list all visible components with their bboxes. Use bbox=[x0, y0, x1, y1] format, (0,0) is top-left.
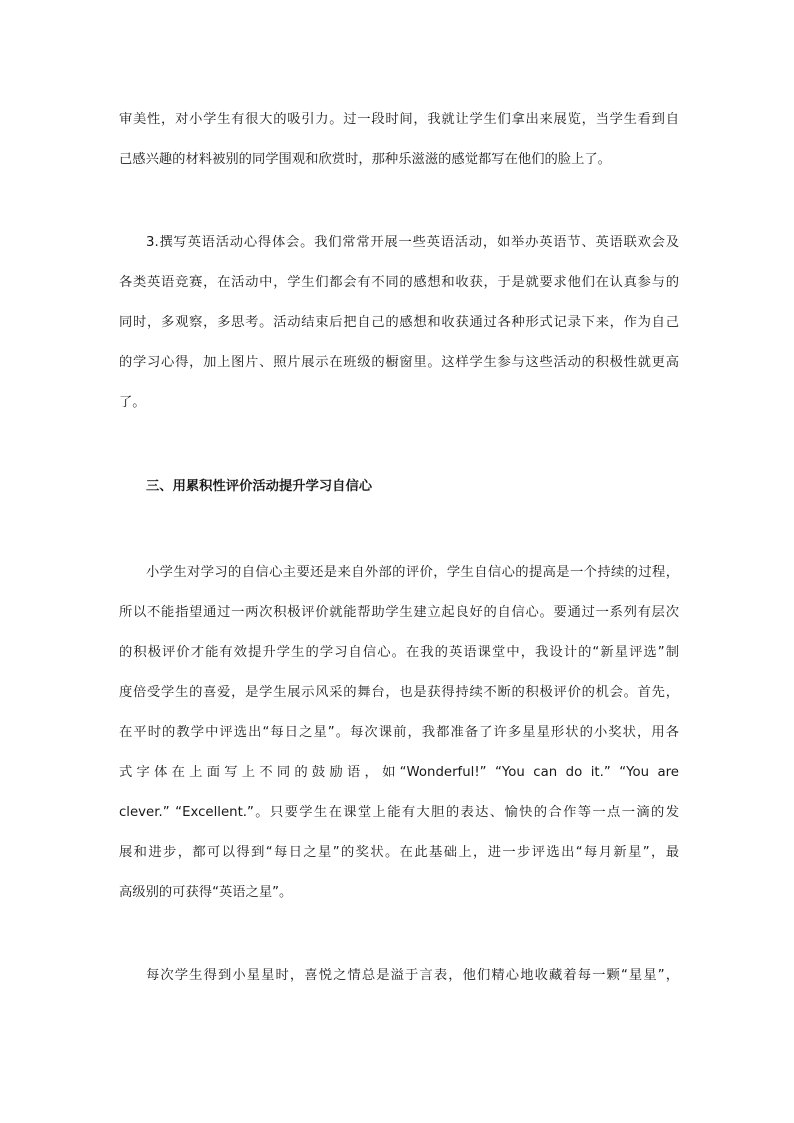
paragraph-line: 审美性，对小学生有很大的吸引力。过一段时间，我就让学生们拿出来展览，当学生看到自 bbox=[119, 112, 679, 127]
paragraph-line: 3.撰写英语活动心得体会。我们常常开展一些英语活动，如举办英语节、英语联欢会及 bbox=[146, 235, 679, 250]
paragraph-line: 己感兴趣的材料被别的同学围观和欣赏时，那种乐滋滋的感觉都写在他们的脸上了。 bbox=[119, 152, 611, 167]
paragraph-line: 小学生对学习的自信心主要还是来自外部的评价，学生自信心的提高是一个持续的过程， bbox=[146, 565, 679, 580]
paragraph-line: 展和进步，都可以得到“每日之星”的奖状。在此基础上，进一步评选出“每月新星”，最 bbox=[119, 845, 679, 860]
paragraph-line: 的积极评价才能有效提升学生的学习自信心。在我的英语课堂中，我设计的“新星评选”制 bbox=[119, 645, 679, 660]
section-heading: 三、用累积性评价活动提升学习自信心 bbox=[146, 479, 373, 494]
paragraph-line: 式字体在上面写上不同的鼓励语，如“Wonderful!” “You can do it.” “You are bbox=[119, 765, 679, 780]
paragraph-line: 每次学生得到小星星时，喜悦之情总是溢于言表，他们精心地收藏着每一颗“星星”， bbox=[146, 968, 679, 983]
paragraph-line: 的学习心得，加上图片、照片展示在班级的橱窗里。这样学生参与这些活动的积极性就更高 bbox=[119, 355, 679, 370]
paragraph-line: 度倍受学生的喜爱，是学生展示风采的舞台，也是获得持续不断的积极评价的机会。首先， bbox=[119, 685, 679, 700]
paragraph-line: 各类英语竞赛，在活动中，学生们都会有不同的感想和收获，于是就要求他们在认真参与的 bbox=[119, 275, 679, 290]
paragraph-line: 在平时的教学中评选出“每日之星”。每次课前，我都准备了许多星星形状的小奖状，用各 bbox=[119, 725, 679, 740]
paragraph-line: 了。 bbox=[119, 395, 146, 410]
paragraph-line: 同时，多观察，多思考。活动结束后把自己的感想和收获通过各种形式记录下来，作为自己 bbox=[119, 315, 679, 330]
paragraph-line: 所以不能指望通过一两次积极评价就能帮助学生建立起良好的自信心。要通过一系列有层次 bbox=[119, 605, 679, 620]
paragraph-line: 高级别的可获得“英语之星”。 bbox=[119, 885, 293, 900]
paragraph-line: clever.” “Excellent.”。只要学生在课堂上能有大胆的表达、愉快的合作等一点一滴的发 bbox=[119, 805, 679, 820]
